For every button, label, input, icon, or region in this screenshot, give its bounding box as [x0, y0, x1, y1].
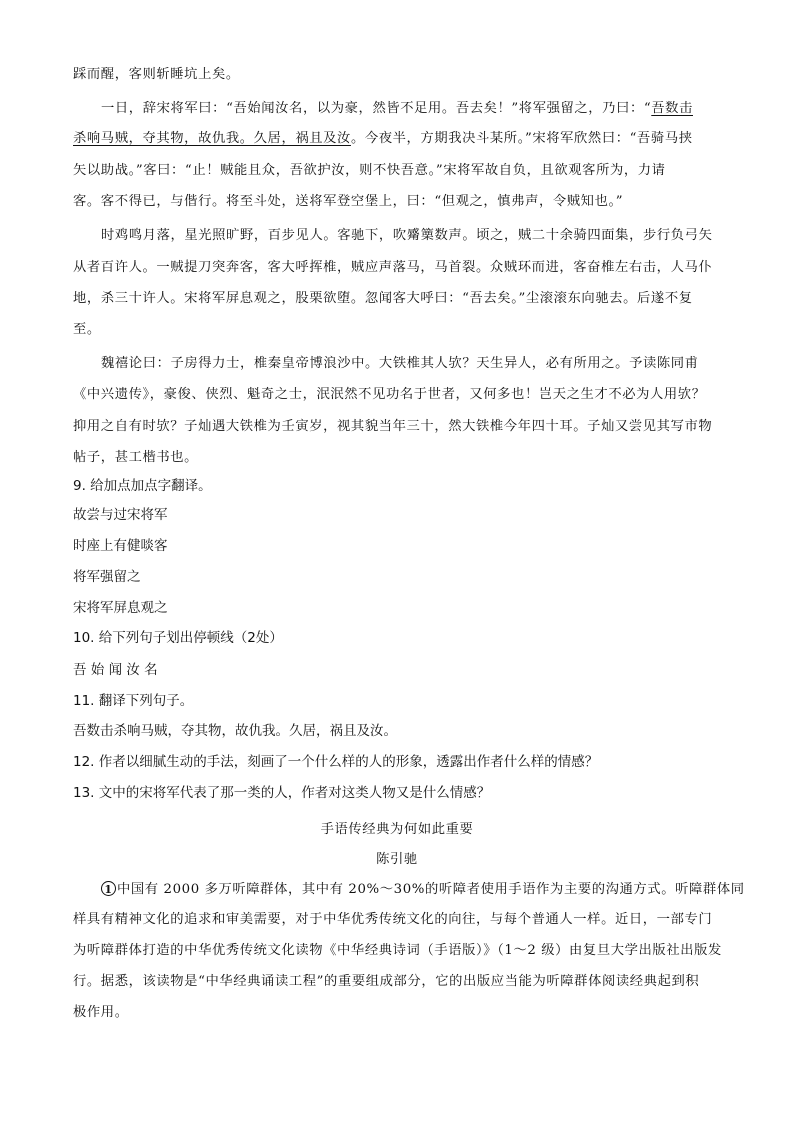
passage-line — [73, 130, 723, 148]
passage-line: 客。客不得已，与偕行。将至斗处，送将军登空堡上，曰：“但观之，慎弗声，令贼知也。” — [73, 194, 624, 209]
passage-line: 《中兴遗传》，豪俊、侠烈、魁奇之士，泯泯然不见功名于世者，又何多也！岂天之生才不必为人用欤？ — [73, 387, 706, 402]
passage-text: 。今夜半，方期我决斗某所。”宋将军欣然曰：“吾骑马挟 — [350, 131, 693, 146]
question-12: 12. 作者以细腻生动的手法，刻画了一个什么样的人的形象，透露出作者什么样的情感？ — [73, 754, 599, 770]
article-line: 为听障群体打造的中华优秀传统文化读物《中华经典诗词（手语版）》（1～2 级）由复旦大学出版社出版发 — [73, 943, 722, 958]
question-item: 时座上有健啖客 — [73, 538, 168, 554]
passage-line: 抑用之自有时欤？子灿遇大铁椎为壬寅岁，视其貌当年三十，然大铁椎今年四十耳。子灿又尝见其写市物 — [73, 419, 713, 434]
passage-line: 地，杀三十许人。宋将军屏息观之，股栗欲堕。忽闻客大呼曰：“吾去矣。”尘滚滚东向驰去。后遂不复 — [73, 291, 693, 306]
passage-line: 时鸡鸣月落，星光照旷野，百步见人。客驰下，吹觱篥数声。顷之，贼二十余骑四面集，步行负弓矢 — [101, 228, 713, 243]
question-item: 吾 始 闻 汝 名 — [73, 662, 158, 678]
question-item: 宋将军屏息观之 — [73, 600, 168, 616]
article-author: 陈引驰 — [376, 852, 418, 867]
passage-line: 踩而醒，客则斩睡坑上矣。 — [73, 67, 240, 82]
passage-line: 至。 — [73, 322, 101, 337]
article-line — [101, 881, 751, 899]
article-title: 手语传经典为何如此重要 — [320, 822, 474, 837]
question-9: 9. 给加点加点字翻译。 — [73, 478, 212, 494]
passage-line: 帖子，甚工楷书也。 — [73, 450, 199, 465]
question-item: 吾数击杀响马贼，夺其物，故仇我。久居，祸且及汝。 — [73, 723, 397, 739]
article-line: 样具有精神文化的追求和审美需要，对于中华优秀传统文化的向往，与每个普通人一样。近日，一部专门 — [73, 912, 713, 927]
passage-line: 从者百许人。一贼提刀突奔客，客大呼挥椎，贼应声落马，马首裂。众贼环而进，客奋椎左右击，人马仆 — [73, 260, 713, 275]
paragraph-number: 1 — [101, 881, 116, 896]
question-10: 10. 给下列句子划出停顿线（2处） — [73, 630, 283, 646]
question-item: 故尝与过宋将军 — [73, 507, 168, 523]
passage-text: 一日，辞宋将军曰：“吾始闻汝名，以为豪，然皆不足用。吾去矣！”将军强留之，乃曰：“ — [101, 101, 652, 116]
underlined-sentence: 吾数击 — [651, 101, 693, 116]
underlined-sentence: 杀响马贼，夺其物，故仇我。久居，祸且及汝 — [73, 131, 351, 146]
passage-line: 矢以助战。”客曰：“止！贼能且众，吾欲护汝，则不快吾意。”宋将军故自负，且欲观客所为，力请 — [73, 163, 666, 178]
article-text: 中国有 2000 多万听障群体，其中有 20%～30%的听障者使用手语作为主要的沟通方式。听障群体同 — [117, 882, 745, 897]
question-11: 11. 翻译下列句子。 — [73, 693, 194, 709]
article-line: 行。据悉，该读物是“中华经典诵读工程”的重要组成部分，它的出版应当能为听障群体阅读经典起到积 — [73, 974, 700, 989]
question-13: 13. 文中的宋将军代表了那一类的人，作者对这类人物又是什么情感？ — [73, 785, 491, 801]
passage-line: 魏禧论曰：子房得力士，椎秦皇帝博浪沙中。大铁椎其人欤？天生异人，必有所用之。予读陈同甫 — [101, 356, 699, 371]
question-item: 将军强留之 — [73, 569, 141, 585]
passage-line — [101, 100, 751, 118]
article-line: 极作用。 — [73, 1005, 129, 1020]
